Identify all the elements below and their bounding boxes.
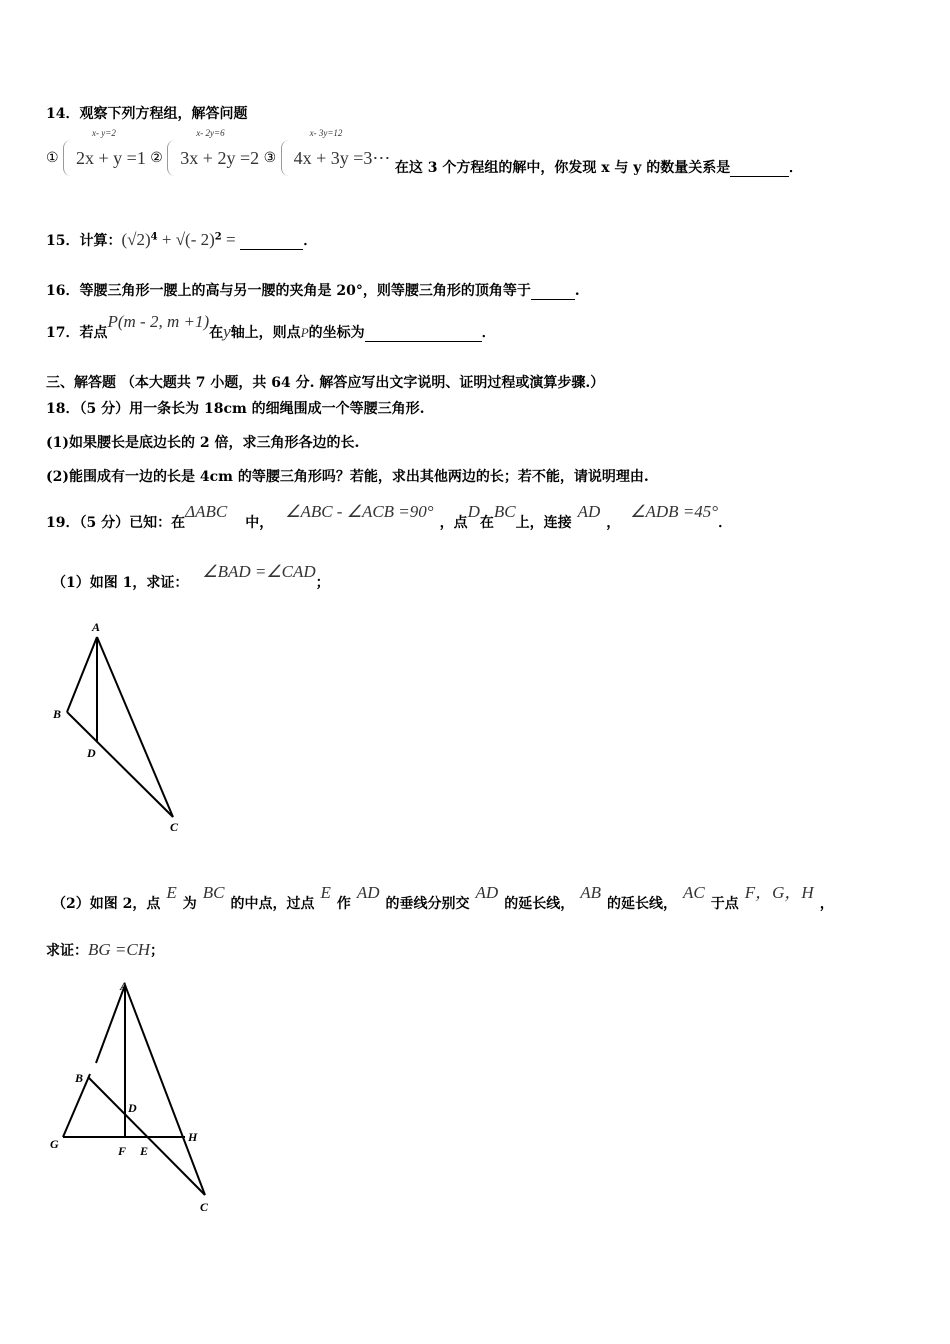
prove-label: 求证： bbox=[46, 943, 88, 959]
q17-d: 的坐标为 bbox=[308, 325, 365, 341]
fig2-ab-upper bbox=[96, 985, 125, 1063]
q15-exp2: 2 bbox=[214, 231, 222, 243]
q19-p1-math: ∠BAD =∠CAD bbox=[202, 562, 316, 581]
section-3-heading: 三、解答题 （本大题共 7 小题，共 64 分. 解答应写出文字说明、证明过程或演算步骤.） bbox=[46, 375, 605, 391]
q19-d: D bbox=[467, 502, 480, 521]
fig2-label-d: D bbox=[128, 1101, 137, 1115]
q19-p2-text: 的垂线分别交 bbox=[385, 896, 470, 912]
q19-p2-text: 于点 bbox=[710, 896, 739, 912]
q19-p2-math: AB bbox=[580, 883, 601, 902]
q19-p2-text: 的延长线， bbox=[607, 896, 677, 912]
q16-end: . bbox=[574, 283, 580, 299]
q19-angle: ∠ABC - ∠ACB =90° bbox=[285, 502, 434, 521]
q17-y: y bbox=[223, 322, 231, 341]
fig2-ac bbox=[125, 985, 205, 1195]
q19-p2-math: E bbox=[166, 883, 177, 902]
q18-text: 18．（5 分）用一条长为 18cm 的细绳围成一个等腰三角形. bbox=[46, 401, 425, 417]
q19-p2-text: 为 bbox=[182, 896, 197, 912]
circle-3: ③ bbox=[263, 150, 277, 166]
q19-p2-text: 的中点，过点 bbox=[230, 896, 315, 912]
q19-p2-math: BC bbox=[202, 883, 225, 902]
fig1-label-c: C bbox=[170, 820, 179, 834]
circle-1: ① bbox=[46, 150, 59, 166]
q15-eq: = bbox=[221, 230, 240, 249]
q19-h: ． bbox=[718, 515, 733, 531]
q15-label: 15．计算： bbox=[46, 233, 122, 249]
prove-end: ； bbox=[150, 943, 164, 959]
q17-a: 17．若点 bbox=[46, 325, 108, 341]
sys2-eq: 3x + 2y =2 bbox=[180, 148, 260, 168]
q19-tri: ΔABC bbox=[185, 502, 228, 521]
sys1-eq: 2x + y =1 bbox=[76, 148, 146, 168]
fig2-label-b: B bbox=[75, 1071, 84, 1085]
q19-p1-end: ； bbox=[315, 575, 330, 591]
q19-a: 19．（5 分）已知：在 bbox=[46, 515, 186, 531]
q18-part2: (2)能围成有一边的长是 4cm 的等腰三角形吗？若能，求出其他两边的长；若不能，请说明理由. bbox=[46, 469, 649, 485]
sys3-top: x- 3y=12 bbox=[309, 128, 343, 138]
q17-c: 轴上，则点 bbox=[230, 325, 301, 341]
q18-part1: (1)如果腰长是底边长的 2 倍，求三角形各边的长. bbox=[46, 435, 360, 451]
fig2-label-c: C bbox=[200, 1200, 209, 1214]
q19-p2-text: 的延长线， bbox=[504, 896, 575, 912]
q15-exp1: 4 bbox=[150, 231, 158, 243]
q19-e: 在 bbox=[479, 515, 494, 531]
q17-b: 在 bbox=[209, 325, 224, 341]
sys3-eq: 4x + 3y =3⋯ bbox=[293, 148, 391, 168]
fig2-label-g: G bbox=[50, 1137, 59, 1151]
q17-point: P(m - 2, m +1) bbox=[107, 312, 210, 331]
q17-p: P bbox=[300, 325, 309, 340]
q19-g: ， bbox=[606, 515, 621, 531]
sys1-top: x- y=2 bbox=[92, 128, 116, 138]
figure-1 bbox=[67, 637, 173, 817]
fig1-label-b: B bbox=[53, 707, 62, 721]
circle-2: ② bbox=[150, 150, 163, 166]
q19-b: 中， bbox=[245, 515, 274, 531]
q19-p2-math: AD bbox=[356, 883, 380, 902]
q19-p2-math: F，G，H bbox=[744, 883, 814, 902]
q15-expr2: √(- 2) bbox=[175, 230, 215, 249]
q19-c: ，点 bbox=[439, 515, 468, 531]
fig2-label-f: F bbox=[118, 1144, 127, 1158]
figure-2 bbox=[63, 985, 205, 1195]
fig1-bc bbox=[67, 712, 173, 817]
fig1-label-d: D bbox=[87, 746, 96, 760]
q15-end: ． bbox=[303, 233, 318, 249]
fig1-label-a: A bbox=[92, 620, 101, 634]
q15-expr1: (√2) bbox=[121, 230, 151, 249]
q19-p1-text: （1）如图 1，求证： bbox=[52, 575, 189, 591]
q19-p2-text: ， bbox=[819, 896, 834, 912]
q14-tail: 在这 3 个方程组的解中，你发现 x 与 y 的数量关系是 bbox=[394, 160, 731, 176]
q14-end: ． bbox=[788, 160, 803, 176]
q19-f: 上，连接 bbox=[515, 515, 572, 531]
q19-p2-math: AD bbox=[475, 883, 499, 902]
fig2-label-a: A bbox=[120, 979, 129, 993]
prove-math: BG =CH bbox=[88, 940, 150, 959]
q15-plus: + bbox=[157, 230, 176, 249]
q19-angle2: ∠ADB =45° bbox=[630, 502, 719, 521]
q19-p2-text: 作 bbox=[336, 896, 351, 912]
q19-p2-math: E bbox=[320, 883, 331, 902]
fig2-label-h: H bbox=[188, 1130, 198, 1144]
q19-bc: BC bbox=[493, 502, 516, 521]
sys2-top: x- 2y=6 bbox=[196, 128, 225, 138]
q19-p2-math: AC bbox=[683, 883, 705, 902]
q19-ad: AD bbox=[577, 502, 601, 521]
q19-p2-text: （2）如图 2，点 bbox=[52, 896, 161, 912]
q16-text: 16．等腰三角形一腰上的高与另一腰的夹角是 20°，则等腰三角形的顶角等于 bbox=[46, 283, 531, 299]
q17-end: ． bbox=[481, 325, 496, 341]
q14-title: 14．观察下列方程组，解答问题 bbox=[46, 106, 248, 122]
fig1-ac bbox=[97, 637, 173, 817]
fig1-ab bbox=[67, 637, 97, 712]
fig2-label-e: E bbox=[140, 1144, 149, 1158]
